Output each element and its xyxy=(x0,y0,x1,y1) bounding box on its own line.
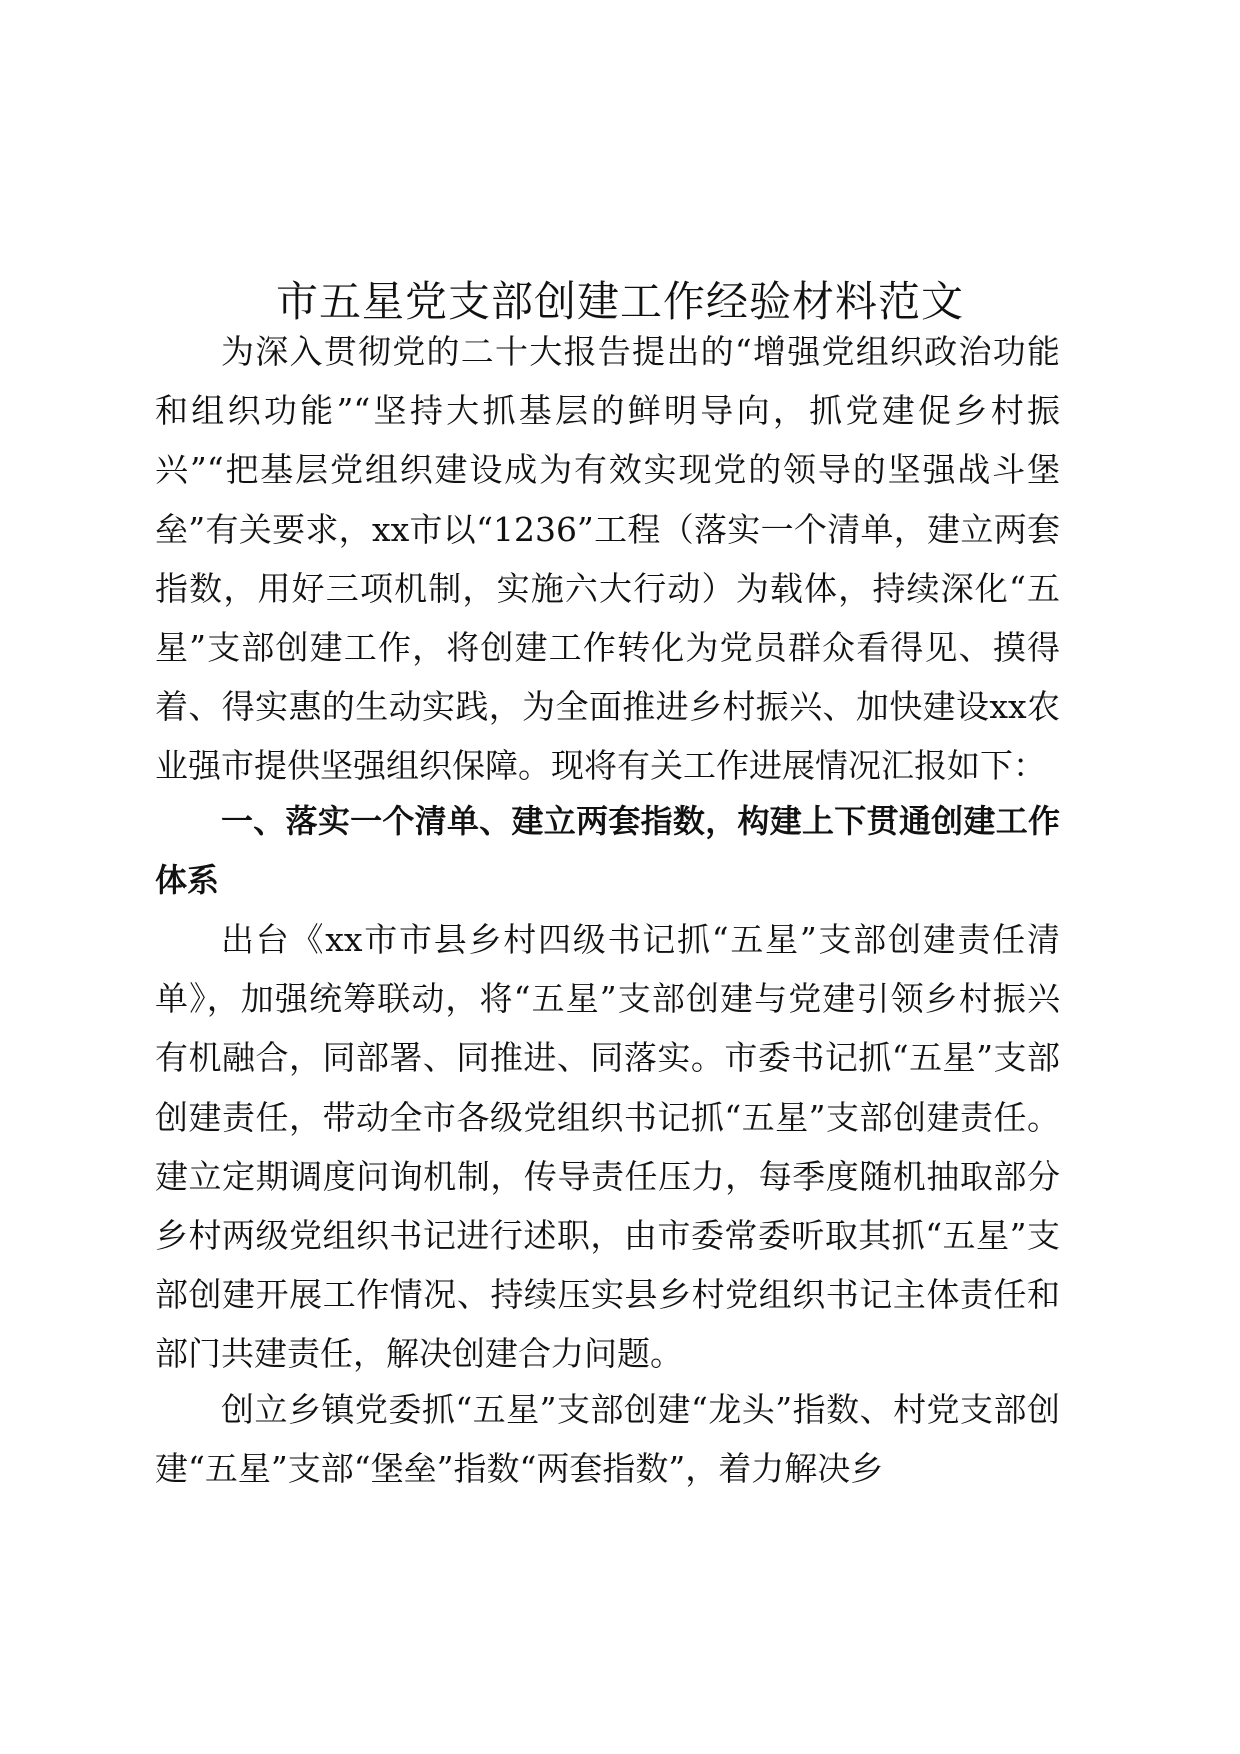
section-heading-1: 一、落实一个清单、建立两套指数，构建上下贯通创建工作体系 xyxy=(155,802,1060,900)
document-title: 市五星党支部创建工作经验材料范文 xyxy=(275,277,964,326)
body-paragraph-2: 创立乡镇党委抓“五星”支部创建“龙头”指数、村党支部创建“五星”支部“堡垒”指数“两套指数”，着力解决乡 xyxy=(155,1390,1060,1489)
body-paragraph-1: 出台《xx市市县乡村四级书记抓“五星”支部创建责任清单》，加强统筹联动，将“五星”支部创建与党建引领乡村振兴有机融合，同部署、同推进、同落实。市委书记抓“五星”支部创建责任，带动全市各级党组织书记抓“五星”支部创建责任。建立定期调度问询机制，传导责任压力，每季度随机抽取部分乡村两级党组织书记进行述职，由市委常委听取其抓“五星”支部创建开展工作情况、持续压实县乡村党组织书记主体责任和部门共建责任，解决创建合力问题。 xyxy=(155,920,1060,1374)
intro-paragraph: 为深入贯彻党的二十大报告提出的“增强党组织政治功能和组织功能”“坚持大抓基层的鲜明导向，抓党建促乡村振兴”“把基层党组织建设成为有效实现党的领导的坚强战斗堡垒”有关要求，xx市以“1236”工程（落实一个清单，建立两套指数，用好三项机制，实施六大行动）为载体，持续深化“五星”支部创建工作，将创建工作转化为党员群众看得见、摸得着、得实惠的生动实践，为全面推进乡村振兴、加快建设xx农业强市提供坚强组织保障。现将有关工作进展情况汇报如下： xyxy=(155,332,1060,786)
